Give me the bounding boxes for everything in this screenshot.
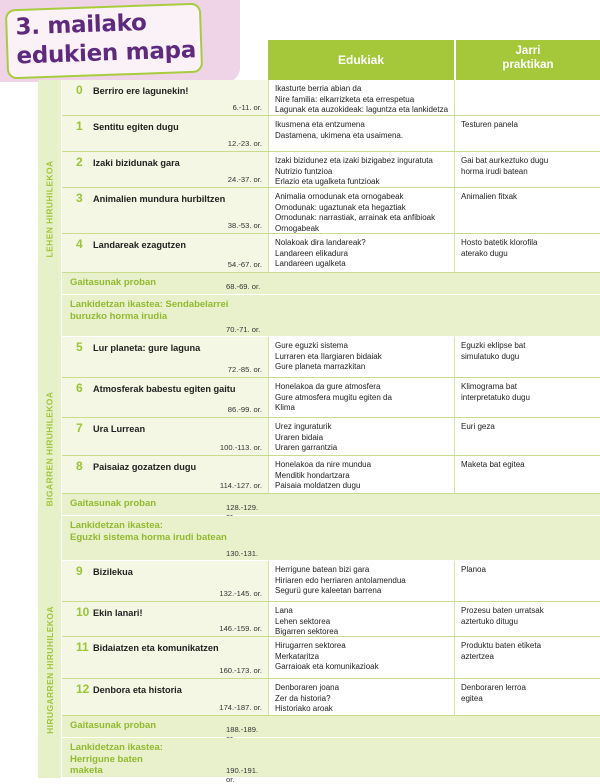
content-line: Historiako aroak xyxy=(275,704,333,713)
unit-title-line: Sentitu egiten dugu xyxy=(93,122,179,132)
content-line: Zer da historia? xyxy=(275,693,331,703)
practice-line: Klimograma bat xyxy=(461,382,518,391)
practice-line: aztertzea xyxy=(461,651,494,661)
band-pages: 130.-131. xyxy=(226,549,259,558)
content-line: Landareen ugalketa xyxy=(275,259,346,268)
content-line: Urez inguraturik xyxy=(275,422,332,431)
unit-row xyxy=(62,188,600,234)
skills-test-row xyxy=(62,273,600,295)
unit-pages: 6.-11. or. xyxy=(232,103,262,112)
unit-title xyxy=(93,193,225,205)
unit-number: 8 xyxy=(76,459,83,473)
unit-cell xyxy=(62,456,268,493)
content-line: Landareen elikadura xyxy=(275,248,348,258)
unit-practice xyxy=(454,234,600,272)
content-line: Izaki bizidunez eta izaki bizigabez inguratuta xyxy=(275,156,433,165)
content-line: Hiriaren edo herriaren antolamendua xyxy=(275,575,406,585)
unit-title xyxy=(93,157,180,169)
unit-row xyxy=(62,337,600,378)
unit-contents xyxy=(268,152,454,187)
section-label-text: LEHEN HIRUHILEKOA xyxy=(44,160,55,257)
unit-title-line: Bizilekua xyxy=(93,567,133,577)
band-title-line: Herrigune baten xyxy=(70,753,143,765)
unit-title-line: Atmosferak babestu egiten gaitu xyxy=(93,384,236,394)
unit-pages: 12.-23. or. xyxy=(227,139,262,148)
unit-number: 3 xyxy=(76,191,83,205)
unit-title-line: Ekin lanari! xyxy=(93,608,143,618)
unit-number: 6 xyxy=(76,381,83,395)
band-title xyxy=(70,742,163,777)
unit-title xyxy=(93,121,179,133)
table-header xyxy=(268,40,600,80)
band-title-line: Gaitasunak proban xyxy=(70,720,157,731)
band-pages: 68.-69. or. xyxy=(226,282,261,291)
unit-practice xyxy=(454,679,600,715)
unit-pages: 146.-159. or. xyxy=(219,624,262,633)
cooperative-learning-row xyxy=(62,295,600,337)
unit-cell xyxy=(62,378,268,417)
unit-practice xyxy=(454,456,600,493)
unit-title xyxy=(93,607,143,619)
practice-line: Prozesu baten urratsak xyxy=(461,606,544,615)
skills-test-row xyxy=(62,494,600,516)
practice-line: Denboraren lerroa xyxy=(461,683,526,692)
unit-title-line: Izaki bizidunak gara xyxy=(93,158,180,168)
section-label-text: BIGARREN HIRUHILEKOA xyxy=(44,391,55,507)
content-line: Gure planeta marrazkitan xyxy=(275,362,366,371)
unit-title-line: Paisaiaz gozatzen dugu xyxy=(93,462,197,472)
unit-row xyxy=(62,152,600,188)
unit-contents xyxy=(268,456,454,493)
unit-title-line: Ura Lurrean xyxy=(93,424,146,434)
unit-title xyxy=(93,566,133,578)
page-title-line-1: 3. mailako xyxy=(15,9,147,41)
skills-test-row xyxy=(62,716,600,738)
unit-contents xyxy=(268,337,454,377)
cooperative-learning-row xyxy=(62,738,600,784)
unit-cell xyxy=(62,188,268,233)
practice-line: Animalien fitxak xyxy=(461,192,518,201)
unit-contents xyxy=(268,80,454,115)
header-contents: Edukiak xyxy=(268,40,454,80)
unit-row xyxy=(62,234,600,273)
unit-contents xyxy=(268,561,454,601)
band-title-line: buruzko horma irudia xyxy=(70,310,168,322)
content-line: Nolakoak dira landareak? xyxy=(275,238,366,247)
unit-practice xyxy=(454,637,600,678)
content-line: Erlazio eta ugalketa funtzioak xyxy=(275,177,380,186)
content-line: Honelakoa da gure atmosfera xyxy=(275,382,381,391)
content-line: Ikusmena eta entzumena xyxy=(275,120,365,129)
unit-title-line: Denbora eta historia xyxy=(93,685,182,695)
content-line: Menditik hondartzara xyxy=(275,470,350,480)
unit-number: 11 xyxy=(76,640,89,654)
unit-practice xyxy=(454,337,600,377)
unit-cell xyxy=(62,116,268,151)
unit-practice xyxy=(454,188,600,233)
band-title xyxy=(70,277,156,289)
unit-cell xyxy=(62,418,268,455)
unit-contents xyxy=(268,234,454,272)
unit-cell xyxy=(62,637,268,678)
content-line: Herrigune batean bizi gara xyxy=(275,565,370,574)
header-practice xyxy=(456,40,600,80)
practice-line: aztertuko ditugu xyxy=(461,616,518,626)
unit-cell xyxy=(62,80,268,115)
content-line: Ornodunak: ugaztunak eta hegaztiak xyxy=(275,202,406,212)
content-line: Dastamena, ukimena eta usaimena. xyxy=(275,130,404,140)
content-line: Gure eguzki sistema xyxy=(275,341,348,350)
unit-number: 7 xyxy=(76,421,83,435)
unit-title xyxy=(93,342,200,354)
unit-practice xyxy=(454,152,600,187)
header-practice-line-2: praktikan xyxy=(502,59,554,71)
unit-pages: 54.-67. or. xyxy=(227,260,262,269)
content-line: Lana xyxy=(275,606,293,615)
unit-contents xyxy=(268,378,454,417)
band-pages: 188.-189. xyxy=(226,725,259,734)
unit-number: 0 xyxy=(76,83,83,97)
practice-line: interpretatuko dugu xyxy=(461,392,530,402)
unit-title xyxy=(93,85,188,97)
section-label-text: HIRUGARREN HIRUHILEKOA xyxy=(44,605,55,734)
content-map-table xyxy=(38,80,600,784)
content-line: Segurü gure kaleetan barrena xyxy=(275,586,382,595)
unit-practice xyxy=(454,80,600,115)
unit-row xyxy=(62,116,600,152)
unit-title xyxy=(93,642,219,654)
content-line: Lagunak eta auzokideak: laguntza eta lankidetza xyxy=(275,105,449,114)
band-title xyxy=(70,520,227,543)
practice-line: Maketa bat egitea xyxy=(461,460,525,469)
cooperative-learning-row xyxy=(62,516,600,561)
header-practice-line-1: Jarri xyxy=(515,45,541,57)
unit-cell xyxy=(62,602,268,636)
practice-line: egitea xyxy=(461,693,483,703)
unit-cell xyxy=(62,679,268,715)
unit-contents xyxy=(268,116,454,151)
band-pages: 70.-71. or. xyxy=(226,325,261,334)
content-line: Denboraren joana xyxy=(275,683,340,692)
section-label-term-1 xyxy=(38,80,62,337)
content-line: Gure atmosfera mugitu egiten da xyxy=(275,392,392,402)
practice-line: aterako dugu xyxy=(461,248,508,258)
page-title-line-2: edukien mapa xyxy=(16,37,197,70)
band-title xyxy=(70,498,156,510)
unit-contents xyxy=(268,418,454,455)
unit-number: 9 xyxy=(76,564,83,578)
unit-row xyxy=(62,637,600,679)
band-title-line: Gaitasunak proban xyxy=(70,498,157,509)
band-title-line: maketa xyxy=(70,765,103,776)
practice-line: Hosto batetik klorofila xyxy=(461,238,538,247)
practice-line: Testuren panela xyxy=(461,120,518,129)
practice-line: horma irudi batean xyxy=(461,166,528,176)
unit-row xyxy=(62,378,600,418)
content-line: Paisaia moldatzen dugu xyxy=(275,481,361,490)
section-label-term-2 xyxy=(38,337,62,561)
practice-line: Produktu baten etiketa xyxy=(461,641,542,650)
title-badge xyxy=(0,0,240,82)
band-title-line: Lankidetzan ikastea: xyxy=(70,520,163,531)
band-title xyxy=(70,299,228,322)
band-title-line: Gaitasunak proban xyxy=(70,277,157,288)
unit-cell xyxy=(62,337,268,377)
unit-row xyxy=(62,679,600,716)
unit-number: 12 xyxy=(76,682,90,696)
unit-contents xyxy=(268,637,454,678)
unit-number: 2 xyxy=(76,155,83,169)
content-line: Ornogabeak xyxy=(275,223,320,233)
unit-contents xyxy=(268,188,454,233)
unit-number: 4 xyxy=(76,237,83,251)
unit-number: 10 xyxy=(76,605,90,619)
unit-practice xyxy=(454,418,600,455)
unit-contents xyxy=(268,679,454,715)
content-line: Animalia ornodunak eta ornogabeak xyxy=(275,192,404,201)
unit-title-line: Landareak ezagutzen xyxy=(93,240,186,250)
content-line: Uraren bidaia xyxy=(275,432,324,442)
unit-row xyxy=(62,456,600,494)
content-line: Ornodunak: narrastiak, arrainak eta anfibioak xyxy=(275,213,436,222)
unit-row xyxy=(62,418,600,456)
unit-pages: 72.-85. or. xyxy=(227,365,262,374)
unit-pages: 174.-187. or. xyxy=(219,703,262,712)
page-title xyxy=(15,7,217,72)
band-title-line: Lankidetzan ikastea: xyxy=(70,742,163,753)
content-line: Lurraren eta Ilargiaren bidaiak xyxy=(275,351,382,361)
unit-title xyxy=(93,423,145,435)
unit-pages: 24.-37. or. xyxy=(227,175,262,184)
practice-line: Gai bat aurkeztuko dugu xyxy=(461,156,549,165)
unit-title-line: Animalien mundura hurbiltzen xyxy=(93,194,226,204)
content-line: Hirugarren sektorea xyxy=(275,641,346,650)
unit-pages: 132.-145. or. xyxy=(219,589,262,598)
content-line: Honelakoa da nire mundua xyxy=(275,460,372,469)
unit-practice xyxy=(454,116,600,151)
unit-title-line: Lur planeta: gure laguna xyxy=(93,343,201,353)
unit-practice xyxy=(454,602,600,636)
unit-cell xyxy=(62,561,268,601)
content-line: Bigarren sektorea xyxy=(275,627,339,636)
unit-pages: 38.-53. or. xyxy=(227,221,262,230)
content-line: Merkataritza xyxy=(275,651,320,661)
unit-practice xyxy=(454,561,600,601)
practice-line: Planoa xyxy=(461,565,486,574)
unit-pages: 100.-113. or. xyxy=(219,443,262,452)
content-line: Klima xyxy=(275,403,296,412)
unit-title-line: Bidaiatzen eta komunikatzen xyxy=(93,643,219,653)
band-pages: 190.-191. or. xyxy=(226,766,259,784)
unit-title xyxy=(93,684,182,696)
unit-title-line: Berriro ere lagunekin! xyxy=(93,86,189,96)
content-line: Nire familia: elkarrizketa eta errespetua xyxy=(275,94,415,104)
unit-pages: 114.-127. or. xyxy=(219,481,262,490)
content-line: Ikasturte berria abian da xyxy=(275,84,362,93)
unit-row xyxy=(62,561,600,602)
content-line: Garraioak eta komunikazioak xyxy=(275,662,379,671)
unit-cell xyxy=(62,152,268,187)
practice-line: Euri geza xyxy=(461,422,495,431)
unit-number: 1 xyxy=(76,119,83,133)
content-line: Nutrizio funtzioa xyxy=(275,166,333,176)
unit-practice xyxy=(454,378,600,417)
unit-row xyxy=(62,80,600,116)
content-line: Uraren garrantzia xyxy=(275,443,338,452)
band-pages: 128.-129. xyxy=(226,503,259,512)
section-label-term-3 xyxy=(38,561,62,778)
content-line: Lehen sektorea xyxy=(275,616,331,626)
unit-pages: 86.-99. or. xyxy=(227,405,262,414)
band-title-line: Lankidetzan ikastea: Sendabelarrei xyxy=(70,299,229,310)
unit-pages: 160.-173. or. xyxy=(219,666,262,675)
band-title xyxy=(70,720,156,732)
practice-line: simulatuko dugu xyxy=(461,351,520,361)
practice-line: Eguzki eklipse bat xyxy=(461,341,526,350)
unit-title xyxy=(93,383,235,395)
band-title-line: Eguzki sistema horma irudi batean xyxy=(70,531,227,543)
unit-number: 5 xyxy=(76,340,83,354)
unit-contents xyxy=(268,602,454,636)
unit-row xyxy=(62,602,600,637)
unit-cell xyxy=(62,234,268,272)
unit-title xyxy=(93,239,186,251)
unit-title xyxy=(93,461,196,473)
